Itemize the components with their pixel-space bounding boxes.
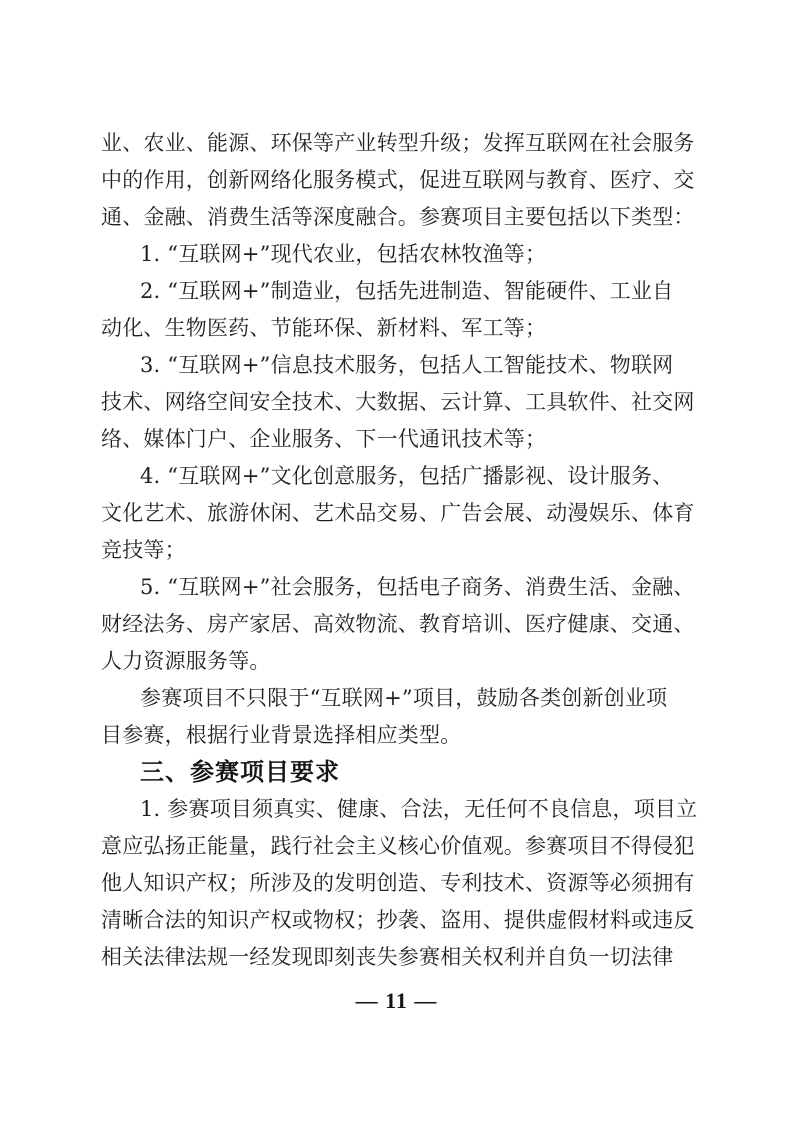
text-line: 5. “互联网+”社会服务，包括电子商务、消费生活、金融、 [140,575,695,599]
text-line: 1. “互联网+”现代农业，包括农林牧渔等； [140,242,547,266]
text-line: 1. 参赛项目须真实、健康、合法，无任何不良信息，项目立 [140,797,698,821]
text-line: 业、农业、能源、环保等产业转型升级；发挥互联网在社会服务 [101,131,695,155]
section-heading: 三、参赛项目要求 [140,759,340,786]
page-number: — 11 — [355,988,438,1013]
text-line: 动化、生物医药、节能环保、新材料、军工等； [101,316,547,340]
text-line: 技术、网络空间安全技术、大数据、云计算、工具软件、社交网 [101,390,695,414]
text-line: 财经法务、房产家居、高效物流、教育培训、医疗健康、交通、 [101,612,695,636]
text-line: 相关法律法规一经发现即刻丧失参赛相关权利并自负一切法律 [101,945,674,969]
text-line: 人力资源服务等。 [101,649,271,673]
text-line: 中的作用，创新网络化服务模式，促进互联网与教育、医疗、交 [101,168,695,192]
text-line: 3. “互联网+”信息技术服务，包括人工智能技术、物联网 [140,353,674,377]
text-line: 通、金融、消费生活等深度融合。参赛项目主要包括以下类型： [101,205,695,229]
text-line: 竞技等； [101,538,186,562]
text-line: 4. “互联网+”文化创意服务，包括广播影视、设计服务、 [140,464,674,488]
text-line: 参赛项目不只限于“互联网+”项目，鼓励各类创新创业项 [140,686,668,710]
document-body [101,125,698,976]
text-line: 2. “互联网+”制造业，包括先进制造、智能硬件、工业自 [140,279,674,303]
text-line: 他人知识产权；所涉及的发明创造、专利技术、资源等必须拥有 [101,871,695,895]
text-line: 清晰合法的知识产权或物权；抄袭、盗用、提供虚假材料或违反 [101,908,695,932]
text-line: 意应弘扬正能量，践行社会主义核心价值观。参赛项目不得侵犯 [101,834,695,858]
text-line: 目参赛，根据行业背景选择相应类型。 [101,723,462,747]
text-line: 文化艺术、旅游休闲、艺术品交易、广告会展、动漫娱乐、体育 [101,501,695,525]
text-line: 络、媒体门户、企业服务、下一代通讯技术等； [101,427,547,451]
